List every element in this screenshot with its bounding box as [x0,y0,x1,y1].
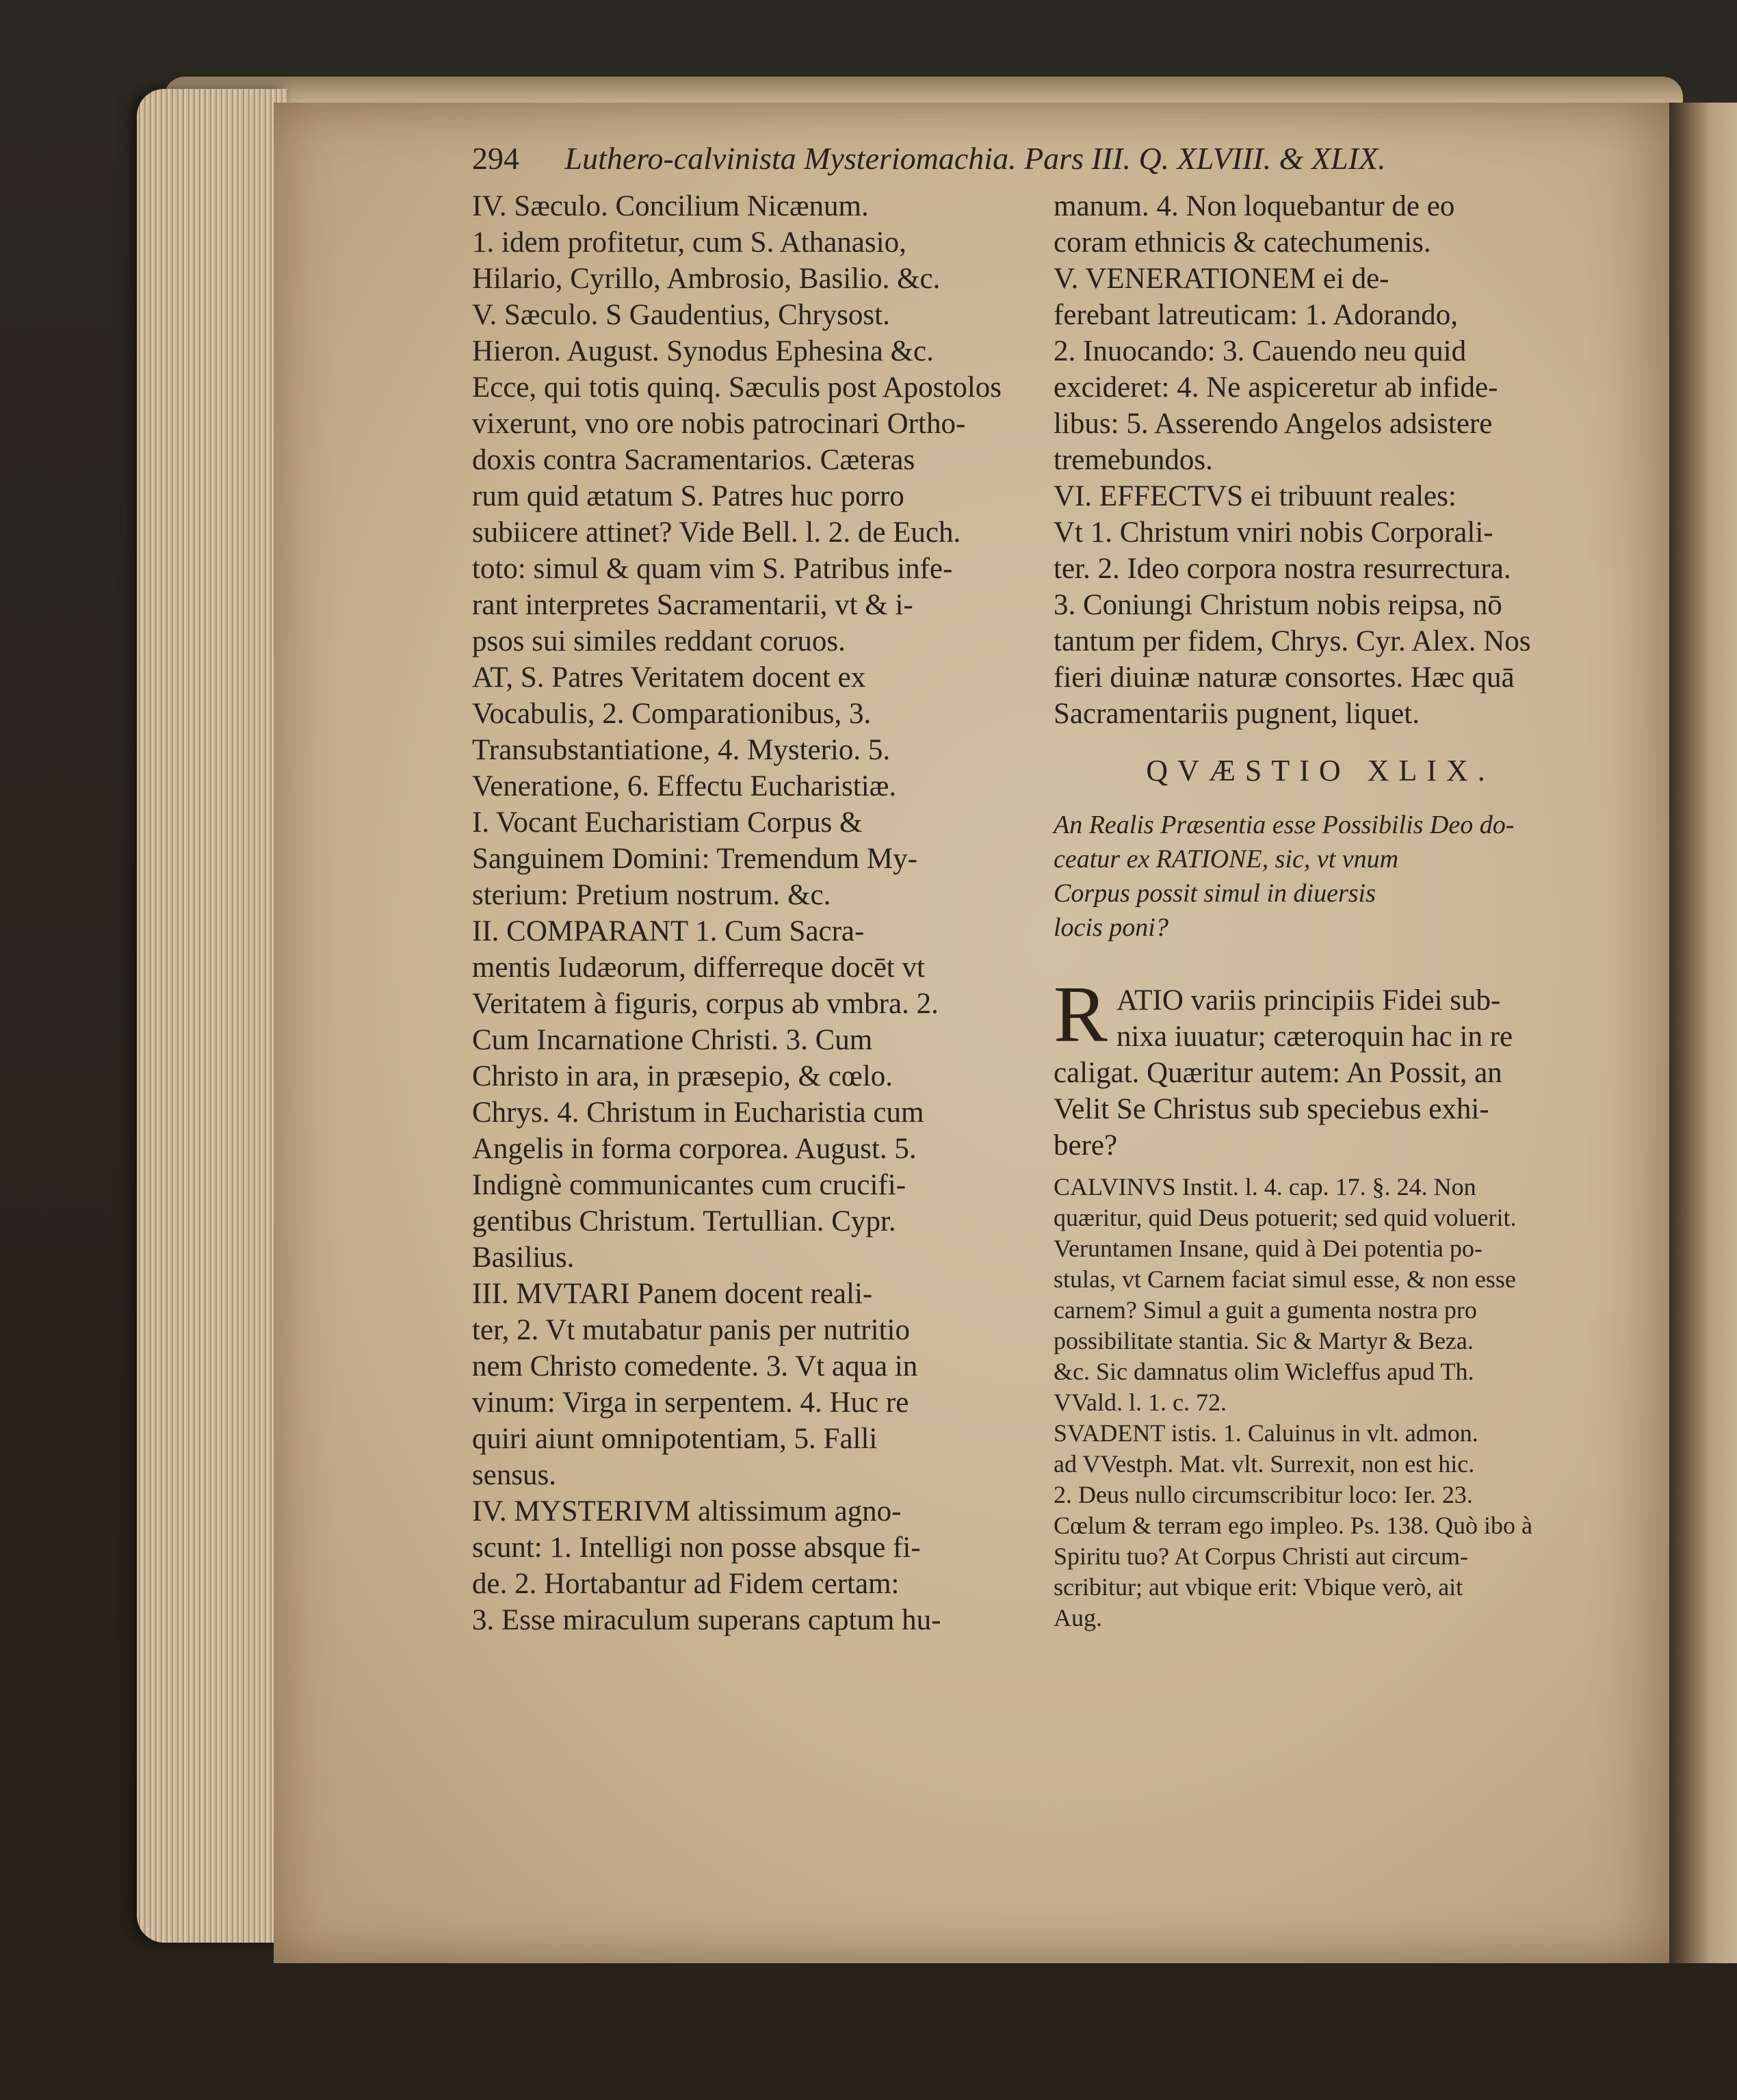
text-line: Sanguinem Domini: Tremendum My- [472,843,917,875]
text-line: VVald. l. 1. c. 72. [1054,1389,1227,1416]
text-line: Ecce, qui totis quinq. Sæculis post Apostolos [472,371,1002,404]
text-line: psos sui similes reddant coruos. [472,625,846,657]
text-line: ad VVestph. Mat. vlt. Surrexit, non est hic. [1054,1450,1475,1478]
text-line: fieri diuinæ naturæ consortes. Hæc quā [1054,661,1515,694]
right-column-top-text [1054,188,1587,732]
text-line: tremebundos. [1054,444,1213,476]
text-line: Cum Incarnatione Christi. 3. Cum [472,1024,873,1056]
running-title: Luthero-calvinista Mysteriomachia. Pars III. Q. XLVIII. & XLIX. [564,141,1386,176]
text-line: Basilius. [472,1242,575,1274]
text-line: sensus. [472,1459,557,1491]
text-line: scribitur; aut vbique erit: Vbique verò, ait [1054,1573,1463,1601]
text-line: Aug. [1054,1604,1102,1631]
text-line: vixerunt, vno ore nobis patrocinari Ortho- [472,408,966,440]
left-column [472,188,1026,1638]
text-line: VI. EFFECTVS ei tribuunt reales: [1054,480,1457,512]
page-number: 294 [472,141,519,176]
text-line: bere? [1054,1129,1118,1161]
text-line: AT, S. Patres Veritatem docent ex [472,661,866,694]
text-line: Angelis in forma corporea. August. 5. [472,1133,917,1165]
small-paragraphs [1054,1172,1587,1633]
text-line: Chrys. 4. Christum in Eucharistia cum [472,1097,924,1129]
text-line: tantum per fidem, Chrys. Cyr. Alex. Nos [1054,625,1531,657]
text-line: ATIO variis principiis Fidei sub- [1116,984,1501,1016]
text-line: libus: 5. Asserendo Angelos adsistere [1054,408,1493,440]
text-line: V. Sæculo. S Gaudentius, Chrysost. [472,299,890,331]
text-line: IV. MYSTERIVM altissimum agno- [472,1495,902,1527]
text-line: Hieron. August. Synodus Ephesina &c. [472,335,934,367]
text-line: Christo in ara, in præsepio, & cœlo. [472,1060,893,1092]
text-line: caligat. Quæritur autem: An Possit, an [1054,1057,1502,1089]
text-line: 2. Deus nullo circumscribitur loco: Ier. 23. [1054,1481,1473,1508]
text-line: quæritur, quid Deus potuerit; sed quid voluerit. [1054,1204,1517,1231]
text-line: vinum: Virga in serpentem. 4. Huc re [472,1387,909,1419]
text-line: carnem? Simul a guit a gumenta nostra pro [1054,1296,1477,1324]
text-line: III. MVTARI Panem docent reali- [472,1278,873,1310]
text-line: doxis contra Sacramentarios. Cæteras [472,444,915,476]
text-line: Sacramentariis pugnent, liquet. [1054,698,1420,730]
opening-paragraph [1054,969,1587,1164]
text-line: rum quid ætatum S. Patres huc porro [472,480,904,512]
text-line: V. VENERATIONEM ei de- [1054,263,1389,295]
subtitle-line: An Realis Præsentia esse Possibilis Deo do- [1054,811,1515,839]
text-line: 3. Coniungi Christum nobis reipsa, nō [1054,589,1502,621]
text-line: rant interpretes Sacramentarii, vt & i- [472,589,913,621]
text-line: Velit Se Christus sub speciebus exhi- [1054,1093,1489,1125]
subtitle-line: locis poni? [1054,913,1168,942]
text-line: SVADENT istis. 1. Caluinus in vlt. admon. [1054,1419,1478,1447]
text-line: Veruntamen Insane, quid à Dei potentia po- [1054,1235,1483,1262]
text-line: scunt: 1. Intelligi non posse absque fi- [472,1532,921,1564]
text-line: possibilitate stantia. Sic & Martyr & Beza. [1054,1327,1474,1354]
text-line: nixa iuuatur; cæteroquin hac in re [1116,1021,1513,1053]
text-line: Spiritu tuo? At Corpus Christi aut circum- [1054,1543,1468,1570]
text-line: Transubstantiatione, 4. Mysterio. 5. [472,734,891,766]
text-line: de. 2. Hortabantur ad Fidem certam: [472,1568,900,1600]
question-title: QVÆSTIO XLIX. [1146,754,1495,787]
book-page-edges [137,89,287,1943]
text-line: Veritatem à figuris, corpus ab vmbra. 2. [472,988,939,1020]
text-line: Vt 1. Christum vniri nobis Corporali- [1054,516,1493,549]
right-column [1054,188,1587,1633]
question-subtitle [1054,808,1587,945]
text-line: gentibus Christum. Tertullian. Cypr. [472,1205,896,1237]
subtitle-line: Corpus possit simul in diuersis [1054,879,1376,908]
text-line: ter. 2. Ideo corpora nostra resurrectura. [1054,553,1511,585]
text-line: toto: simul & quam vim S. Patribus infe- [472,553,953,585]
dropcap-letter: R [1054,969,1108,1059]
text-line: Indignè communicantes cum crucifi- [472,1169,906,1201]
text-line: 2. Inuocando: 3. Cauendo neu quid [1054,335,1467,367]
text-line: ter, 2. Vt mutabatur panis per nutritio [472,1314,910,1346]
text-line: stulas, vt Carnem faciat simul esse, & non esse [1054,1265,1516,1293]
text-line: Hilario, Cyrillo, Ambrosio, Basilio. &c. [472,263,941,295]
text-line: mentis Iudæorum, differreque docēt vt [472,951,925,984]
text-line: 1. idem profitetur, cum S. Athanasio, [472,226,906,259]
text-line: I. Vocant Eucharistiam Corpus & [472,806,863,839]
book-gutter [1669,103,1737,1963]
subtitle-line: ceatur ex RATIONE, sic, vt vnum [1054,845,1399,874]
text-line: IV. Sæculo. Concilium Nicænum. [472,190,869,222]
text-line: 3. Esse miraculum superans captum hu- [472,1604,941,1636]
text-line: Cœlum & terram ego impleo. Ps. 138. Quò ibo à [1054,1512,1532,1539]
text-line: sterium: Pretium nostrum. &c. [472,879,831,911]
text-line: coram ethnicis & catechumenis. [1054,226,1431,259]
text-line: Veneratione, 6. Effectu Eucharistiæ. [472,770,897,802]
text-line: II. COMPARANT 1. Cum Sacra- [472,915,865,947]
running-header [472,140,1649,176]
text-line: subiicere attinet? Vide Bell. l. 2. de Euch. [472,516,961,549]
book-top-edge [164,77,1683,104]
text-line: ferebant latreuticam: 1. Adorando, [1054,299,1459,331]
text-line: &c. Sic damnatus olim Wicleffus apud Th. [1054,1358,1474,1385]
text-line: manum. 4. Non loquebantur de eo [1054,190,1455,222]
text-line: nem Christo comedente. 3. Vt aqua in [472,1350,918,1382]
text-line: quiri aiunt omnipotentiam, 5. Falli [472,1423,878,1455]
text-line: CALVINVS Instit. l. 4. cap. 17. §. 24. Non [1054,1173,1476,1200]
text-line: excideret: 4. Ne aspiceretur ab infide- [1054,371,1498,404]
text-line: Vocabulis, 2. Comparationibus, 3. [472,698,872,730]
